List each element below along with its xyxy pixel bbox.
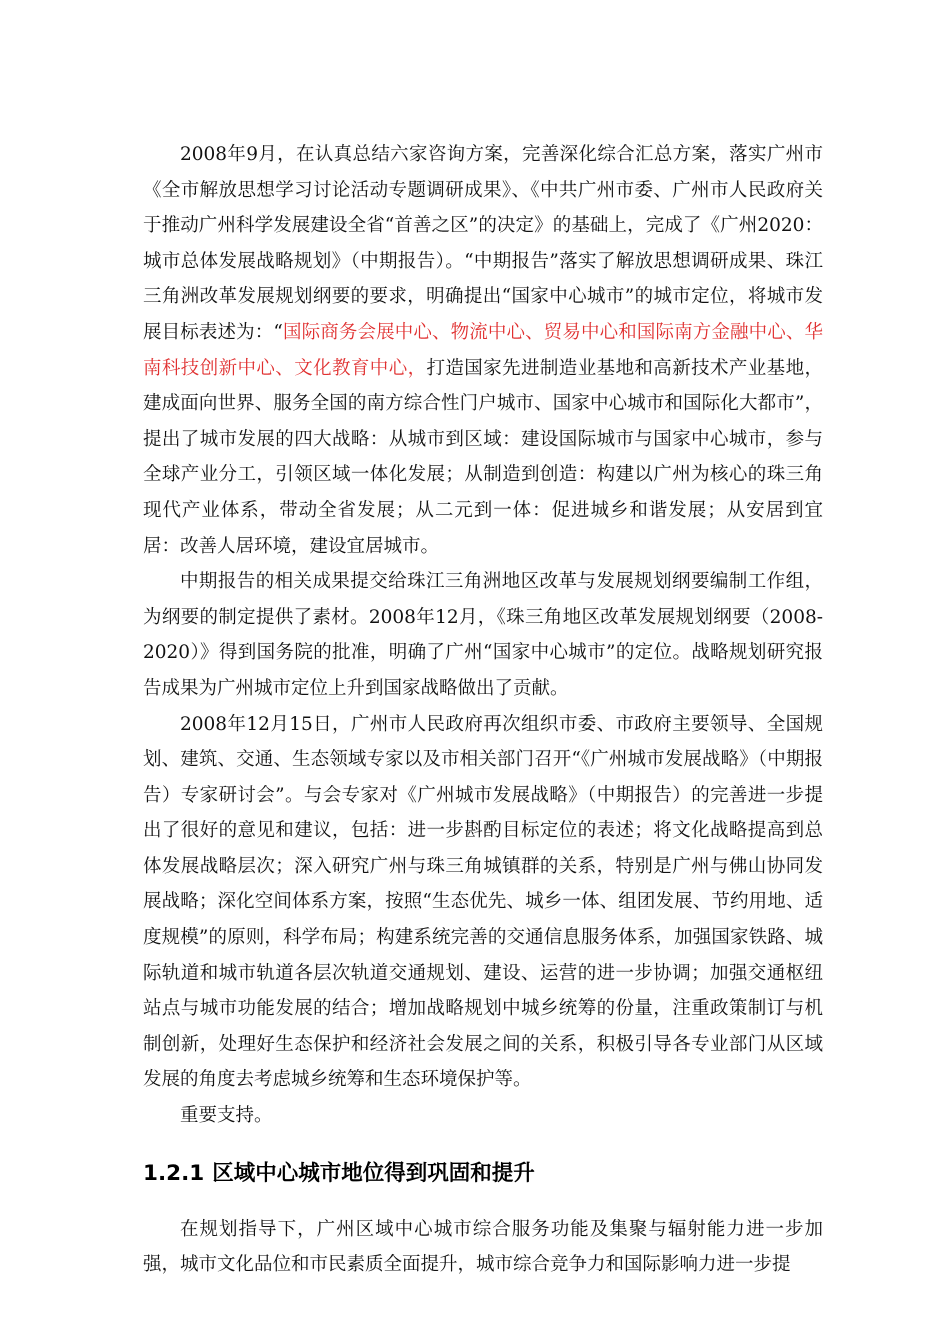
document-page (143, 137, 823, 1283)
paragraph-expert-seminar: 2008年12月15日，广州市人民政府再次组织市委、市政府主要领导、全国规划、建筑、交通、生态领域专家以及市相关部门召开“《广州城市发展战略》（中期报告）专家研讨会”。与会专家对《广州城市发展战略》（中期报告）的完善进一步提出了很好的意见和建议，包括：进一步斟酌目标定位的表述；将文化战略提高到总体发展战略层次；深入研究广州与珠三角城镇群的关系，特别是广州与佛山协同发展战略；深化空间体系方案，按照“生态优先、城乡一体、组团发展、节约用地、适度规模”的原则，科学布局；构建系统完善的交通信息服务体系，加强国家铁路、城际轨道和城市轨道各层次轨道交通规划、建设、运营的进一步协调；加强交通枢纽站点与城市功能发展的结合；增加战略规划中城乡统筹的份量，注重政策制订与机制创新，处理好生态保护和经济社会发展之间的关系，积极引导各专业部门从区域发展的角度去考虑城乡统筹和生态环境保护等。 (143, 713, 823, 1091)
paragraph-important-support: 重要支持。 (180, 1105, 273, 1127)
paragraph-text: 2008年9月，在认真总结六家咨询方案，完善深化综合汇总方案，落实广州市《全市解放思想学习讨论活动专题调研成果》、《中共广州市委、广州市人民政府关于推动广州科学发展建设全省“首善之区”的决定》的基础上，完成了《广州2020：城市总体发展战略规划》（中期报告）。“中期报告”落实了解放思想调研成果、珠江三角洲改革发展规划纲要的要求，明确提出“国家中心城市”的城市定位，将城市发展目标表述为：“ (143, 144, 823, 343)
section-title: 区域中心城市地位得到巩固和提升 (212, 1160, 535, 1186)
paragraph-planning-outline: 中期报告的相关成果提交给珠江三角洲地区改革与发展规划纲要编制工作组，为纲要的制定提供了素材。2008年12月，《珠三角地区改革发展规划纲要（2008-2020）》得到国务院的批准，明确了广州“国家中心城市”的定位。战略规划研究报告成果为广州城市定位上升到国家战略做出了贡献。 (143, 571, 823, 699)
highlighted-city-goals: 国际商务会展中心、物流中心、贸易中心和国际南方金融中心、华南科技创新中心、文化教育中心， (143, 321, 823, 379)
section-number: 1.2.1 (143, 1160, 205, 1186)
paragraph-regional-center: 在规划指导下，广州区域中心城市综合服务功能及集聚与辐射能力进一步加强，城市文化品位和市民素质全面提升，城市综合竞争力和国际影响力进一步提 (143, 1218, 823, 1276)
paragraph-strategy-midterm-report (143, 137, 823, 564)
paragraph-text: 打造国家先进制造业基地和高新技术产业基地，建成面向世界、服务全国的南方综合性门户城市、国家中心城市和国际化大都市”，提出了城市发展的四大战略：从城市到区域：建设国际城市与国家中心城市，参与全球产业分工，引领区域一体化发展；从制造到创造：构建以广州为核心的珠三角现代产业体系，带动全省发展；从二元到一体：促进城乡和谐发展；从安居到宜居：改善人居环境，建设宜居城市。 (143, 357, 823, 557)
section-heading (143, 1158, 823, 1190)
